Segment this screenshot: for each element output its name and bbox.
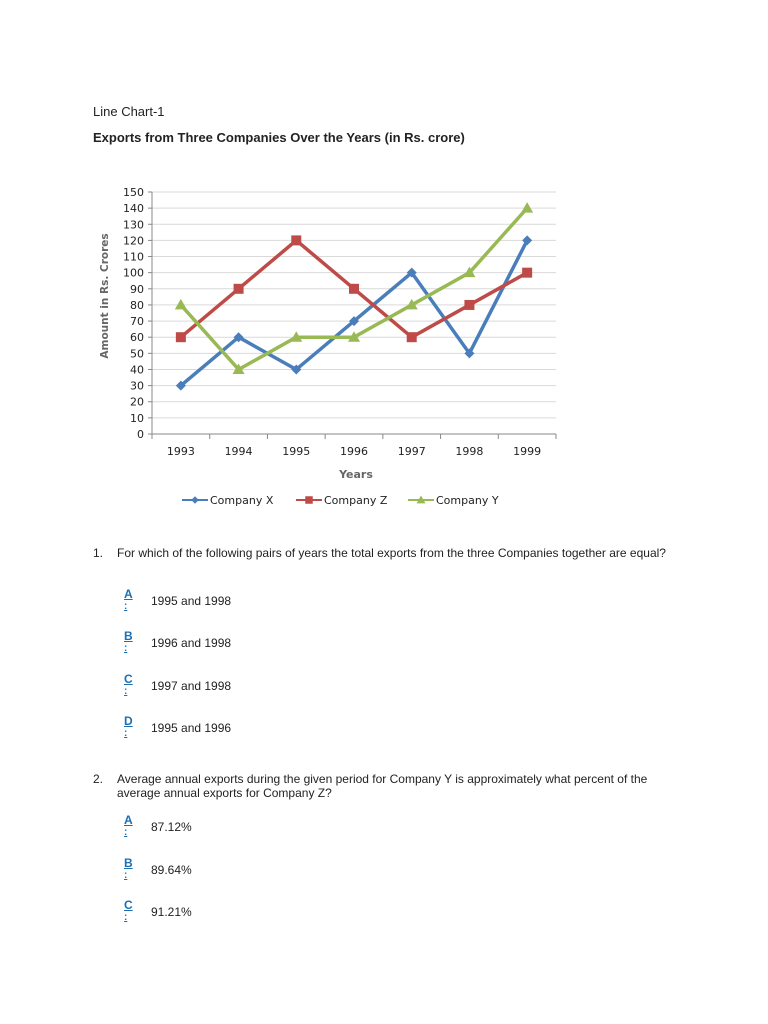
marker-square	[176, 332, 186, 342]
marker-square	[349, 284, 359, 294]
marker-square	[407, 332, 417, 342]
y-tick-label: 70	[130, 315, 144, 329]
marker-triangle	[521, 202, 533, 213]
marker-square	[234, 284, 244, 294]
question-2	[93, 772, 693, 800]
y-tick-label: 20	[130, 395, 144, 409]
x-tick-label: 1997	[397, 445, 426, 458]
option-colon[interactable]: :	[124, 870, 128, 881]
marker-square	[291, 235, 301, 245]
legend-item	[408, 494, 499, 507]
marker-diamond	[191, 496, 199, 504]
option-letter[interactable]: C	[124, 672, 133, 686]
option-letter[interactable]: C	[124, 898, 133, 912]
chart-label: Line Chart-1	[93, 104, 165, 119]
marker-square	[464, 300, 474, 310]
x-tick-label: 1995	[282, 445, 311, 458]
y-tick-label: 80	[130, 298, 144, 312]
option-letter[interactable]: B	[124, 629, 133, 643]
question-number: 1.	[93, 546, 104, 560]
y-tick-label: 30	[130, 379, 144, 393]
option-text: 89.64%	[151, 863, 192, 877]
y-tick-label: 110	[123, 250, 144, 264]
y-axis-label: Amount in Rs. Crores	[99, 233, 111, 359]
option-letter[interactable]: A	[124, 813, 133, 827]
y-tick-label: 100	[123, 266, 144, 280]
option-text: 1995 and 1998	[151, 594, 232, 608]
series-lines	[181, 208, 527, 385]
y-tick-label: 130	[123, 218, 144, 232]
x-tick-label: 1999	[513, 445, 542, 458]
option-colon[interactable]: :	[124, 827, 128, 838]
option-colon[interactable]: :	[124, 912, 128, 923]
legend-label: Company X	[210, 494, 274, 507]
line-chart	[90, 180, 570, 520]
marker-square	[305, 496, 313, 504]
legend-item	[296, 494, 388, 507]
option-letter[interactable]: A	[124, 587, 133, 601]
y-tick-label: 10	[130, 411, 144, 425]
x-tick-labels	[167, 445, 541, 458]
option-text: 1997 and 1998	[151, 679, 232, 693]
x-tick-label: 1998	[455, 445, 484, 458]
x-tick-label: 1996	[340, 445, 368, 458]
chart-heading: Exports from Three Companies Over the Years (in Rs. crore)	[93, 130, 465, 145]
legend-item	[182, 494, 274, 507]
option-colon[interactable]: :	[124, 686, 128, 697]
option-text: 1995 and 1996	[151, 721, 232, 735]
marker-square	[522, 268, 532, 278]
legend-label: Company Z	[324, 494, 388, 507]
marker-triangle	[175, 299, 187, 310]
option-letter[interactable]: B	[124, 856, 133, 870]
question-1	[93, 546, 693, 560]
legend-label: Company Y	[436, 494, 499, 507]
x-axis-label: Years	[339, 468, 373, 481]
y-tick-label: 0	[137, 428, 144, 441]
question-text: Average annual exports during the given period for Company Y is approximately what percent of the average annual exports for Company Z?	[117, 772, 648, 800]
y-tick-label: 150	[123, 186, 144, 199]
y-tick-label: 140	[123, 202, 144, 216]
y-tick-labels	[123, 186, 144, 441]
option-colon[interactable]: :	[124, 601, 128, 612]
x-tick-label: 1993	[166, 445, 195, 458]
y-tick-label: 60	[130, 331, 144, 345]
option-letter[interactable]: D	[124, 714, 133, 728]
y-tick-label: 50	[130, 347, 144, 361]
chart-legend	[182, 494, 499, 507]
option-colon[interactable]: :	[124, 643, 128, 654]
y-tick-label: 120	[123, 234, 144, 248]
option-colon[interactable]: :	[124, 728, 128, 739]
y-tick-label: 90	[130, 282, 144, 296]
option-text: 91.21%	[151, 905, 192, 919]
option-text: 1996 and 1998	[151, 636, 232, 650]
question-text: For which of the following pairs of years the total exports from the three Companies together are equal?	[117, 546, 666, 560]
option-text: 87.12%	[151, 820, 192, 834]
y-tick-label: 40	[130, 363, 144, 377]
x-tick-label: 1994	[224, 445, 253, 458]
question-number: 2.	[93, 772, 104, 786]
